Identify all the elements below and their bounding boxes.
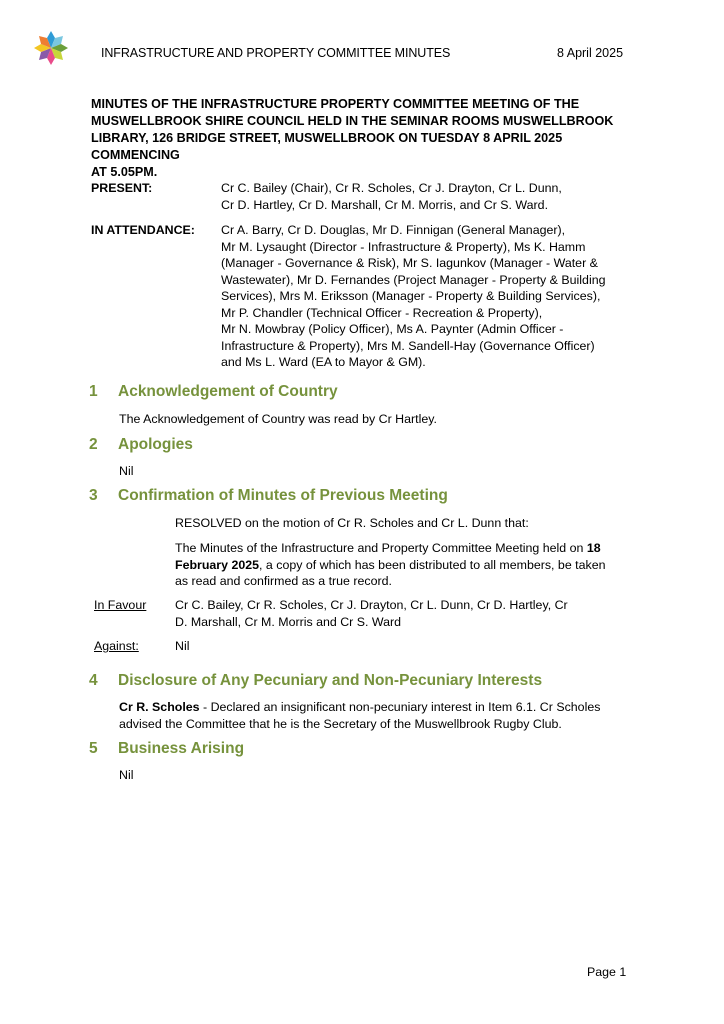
header-date: 8 April 2025 — [557, 46, 624, 60]
business-arising-text: Nil — [119, 768, 134, 782]
attendance-line: (Manager - Governance & Risk), Mr S. Iagunkov (Manager - Water & — [221, 256, 598, 270]
title-line: LIBRARY, 126 BRIDGE STREET, MUSWELLBROOK ON TUESDAY 8 APRIL 2025 COMMENCING — [91, 131, 563, 162]
section-number: 3 — [89, 487, 98, 504]
section-number: 4 — [89, 672, 98, 689]
page-number: Page 1 — [587, 965, 627, 979]
attendance-line: Services), Mrs M. Eriksson (Manager - Property & Building Services), — [221, 289, 601, 303]
disclosure-text — [119, 699, 639, 732]
meeting-date: February 2025 — [175, 557, 260, 572]
meeting-date: 18 — [586, 541, 601, 555]
attendance-line: Mr M. Lysaught (Director - Infrastructure & Property), Ms K. Hamm — [221, 239, 586, 254]
resolution-text: The Minutes of the Infrastructure and Property Committee Meeting held on — [175, 541, 587, 555]
attendance-line: Wastewater), Mr D. Fernandes (Project Manager - Property & Building — [221, 272, 606, 287]
against-value: Nil — [175, 639, 190, 653]
title-line: MUSWELLBROOK SHIRE COUNCIL HELD IN THE SEMINAR ROOMS MUSWELLBROOK — [91, 114, 614, 128]
attendance-label: IN ATTENDANCE: — [91, 223, 195, 237]
title-line: MINUTES OF THE INFRASTRUCTURE PROPERTY COMMITTEE MEETING OF THE — [91, 97, 580, 111]
present-line: Cr D. Hartley, Cr D. Marshall, Cr M. Morris, and Cr S. Ward. — [221, 197, 549, 212]
present-label: PRESENT: — [91, 181, 153, 195]
section-title-confirmation: Confirmation of Minutes of Previous Meeting — [118, 487, 448, 504]
present-line: Cr C. Bailey (Chair), Cr R. Scholes, Cr J. Drayton, Cr L. Dunn, — [221, 181, 562, 195]
in-favour-list — [175, 597, 635, 630]
in-favour-line: Cr C. Bailey, Cr R. Scholes, Cr J. Drayton, Cr L. Dunn, Cr D. Hartley, Cr — [175, 598, 568, 612]
attendance-line: Mr P. Chandler (Technical Officer - Recreation & Property), — [221, 305, 543, 320]
disclosure-line: - Declared an insignificant non-pecuniary interest in Item 6.1. Cr Scholes — [199, 700, 601, 714]
header-title: INFRASTRUCTURE AND PROPERTY COMMITTEE MINUTES — [101, 46, 451, 60]
in-favour-line: D. Marshall, Cr M. Morris and Cr S. Ward — [175, 614, 402, 629]
section-title-business-arising: Business Arising — [118, 740, 245, 757]
against-label: Against: — [94, 639, 139, 653]
disclosure-line: advised the Committee that he is the Secretary of the Muswellbrook Rugby Club. — [119, 716, 562, 731]
section-number: 1 — [89, 383, 98, 400]
minutes-title — [91, 96, 651, 181]
title-line: AT 5.05PM. — [91, 165, 158, 179]
acknowledgement-text: The Acknowledgement of Country was read by Cr Hartley. — [119, 412, 437, 426]
section-title-disclosure: Disclosure of Any Pecuniary and Non-Pecuniary Interests — [118, 672, 543, 689]
council-logo — [33, 30, 69, 66]
minutes-resolution — [175, 540, 635, 590]
section-title-apologies: Apologies — [118, 436, 193, 453]
apologies-text: Nil — [119, 464, 134, 478]
attendance-list — [221, 222, 641, 371]
attendance-line: and Ms L. Ward (EA to Mayor & GM). — [221, 355, 426, 369]
attendance-line: Mr N. Mowbray (Policy Officer), Ms A. Paynter (Admin Officer - — [221, 322, 564, 336]
in-favour-label: In Favour — [94, 598, 147, 612]
present-list — [221, 180, 641, 213]
section-title-acknowledgement: Acknowledgement of Country — [118, 383, 338, 400]
declarant-name: Cr R. Scholes — [119, 700, 200, 714]
resolution-text: as read and confirmed as a true record. — [175, 574, 392, 588]
resolution-text: , a copy of which has been distributed to all members, be taken — [259, 557, 606, 572]
section-number: 5 — [89, 740, 98, 757]
resolved-text: RESOLVED on the motion of Cr R. Scholes and Cr L. Dunn that: — [175, 516, 529, 530]
attendance-line: Cr A. Barry, Cr D. Douglas, Mr D. Finnigan (General Manager), — [221, 223, 566, 237]
attendance-line: Infrastructure & Property), Mrs M. Sandell-Hay (Governance Officer) — [221, 338, 595, 353]
section-number: 2 — [89, 436, 98, 453]
